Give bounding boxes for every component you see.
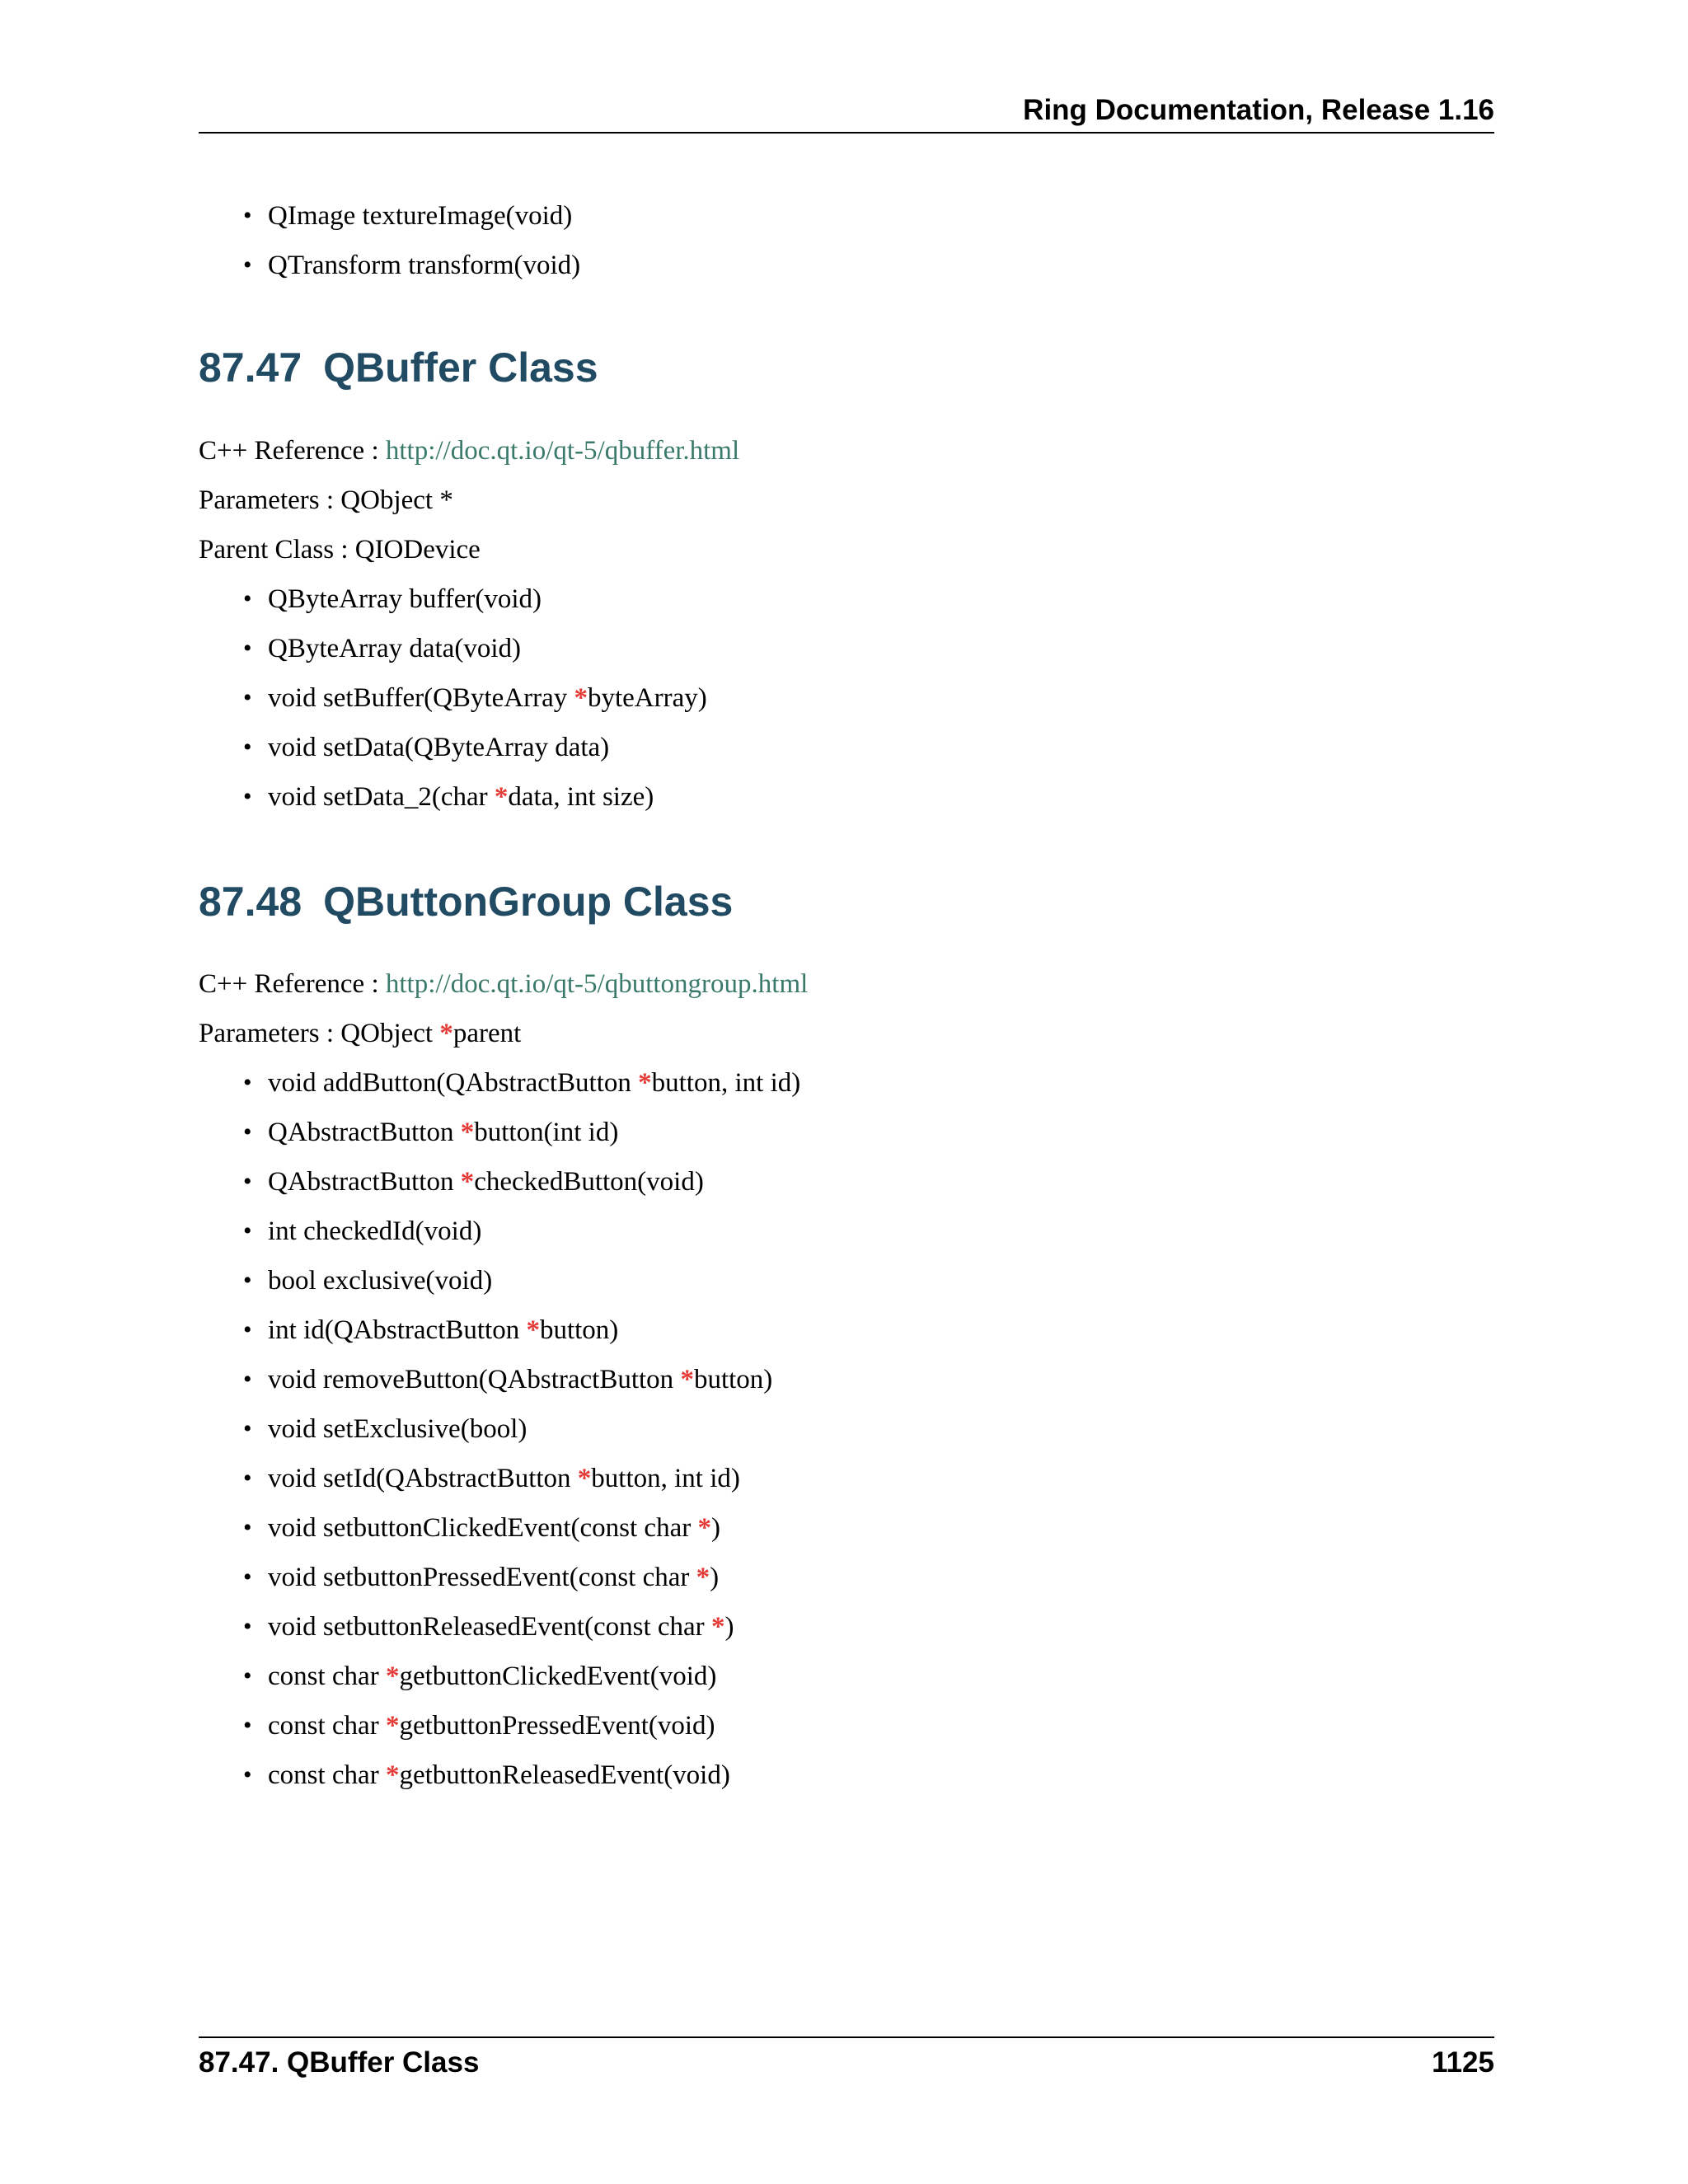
list-item: • void setData(QByteArray data) [199, 723, 1494, 772]
list-item: • void setbuttonReleasedEvent(const char *) [199, 1602, 1494, 1652]
section-number: 87.47 [199, 344, 302, 391]
section-heading-qbuffer [199, 335, 1494, 401]
footer-section-title: 87.47. QBuffer Class [199, 2046, 480, 2079]
list-item: • void setbuttonClickedEvent(const char *) [199, 1503, 1494, 1553]
reference-link[interactable]: http://doc.qt.io/qt-5/qbuffer.html [385, 436, 740, 466]
section-heading-qbuttongroup [199, 869, 1494, 935]
list-item: • void setbuttonPressedEvent(const char *) [199, 1553, 1494, 1602]
list-item: • const char *getbuttonReleasedEvent(void) [199, 1750, 1494, 1800]
section-number: 87.48 [199, 879, 302, 925]
list-item: • void setId(QAbstractButton *button, int id) [199, 1454, 1494, 1503]
section-title: QButtonGroup Class [323, 879, 734, 925]
list-item: • int id(QAbstractButton *button) [199, 1305, 1494, 1355]
parameters: Parameters : QObject * [199, 485, 453, 515]
list-item: • QImage textureImage(void) [199, 191, 1494, 241]
list-item: • QByteArray data(void) [199, 624, 1494, 673]
list-item: • const char *getbuttonPressedEvent(void) [199, 1701, 1494, 1750]
list-item: • void setData_2(char *data, int size) [199, 772, 1494, 822]
reference-link[interactable]: http://doc.qt.io/qt-5/qbuttongroup.html [385, 969, 809, 999]
list-item: • QAbstractButton *checkedButton(void) [199, 1157, 1494, 1207]
parent-class: Parent Class : QIODevice [199, 535, 481, 565]
intro-method-list-block [199, 191, 1494, 290]
list-item: • const char *getbuttonClickedEvent(void) [199, 1652, 1494, 1701]
list-item: • void addButton(QAbstractButton *button, int id) [199, 1058, 1494, 1108]
list-item: • void removeButton(QAbstractButton *button) [199, 1355, 1494, 1404]
intro-method-list [199, 191, 1494, 290]
cpp-reference: C++ Reference : http://doc.qt.io/qt-5/qbuffer.html [199, 436, 740, 466]
list-item: • void setBuffer(QByteArray *byteArray) [199, 673, 1494, 723]
parameters: Parameters : QObject *parent [199, 1019, 522, 1048]
list-item: • QByteArray buffer(void) [199, 574, 1494, 624]
running-header [199, 92, 1494, 134]
method-list [199, 574, 1494, 822]
page-number: 1125 [1432, 2046, 1494, 2079]
cpp-reference: C++ Reference : http://doc.qt.io/qt-5/qbuttongroup.html [199, 969, 809, 999]
running-footer [199, 2036, 1494, 2084]
method-list [199, 1058, 1494, 1800]
list-item: • int checkedId(void) [199, 1207, 1494, 1256]
section-body-qbuttongroup [199, 959, 1494, 1800]
list-item: • bool exclusive(void) [199, 1256, 1494, 1305]
list-item: • QTransform transform(void) [199, 241, 1494, 290]
section-title: QBuffer Class [323, 344, 598, 391]
list-item: • void setExclusive(bool) [199, 1404, 1494, 1454]
section-body-qbuffer [199, 426, 1494, 822]
list-item: • QAbstractButton *button(int id) [199, 1108, 1494, 1157]
header-title: Ring Documentation, Release 1.16 [1023, 94, 1494, 126]
